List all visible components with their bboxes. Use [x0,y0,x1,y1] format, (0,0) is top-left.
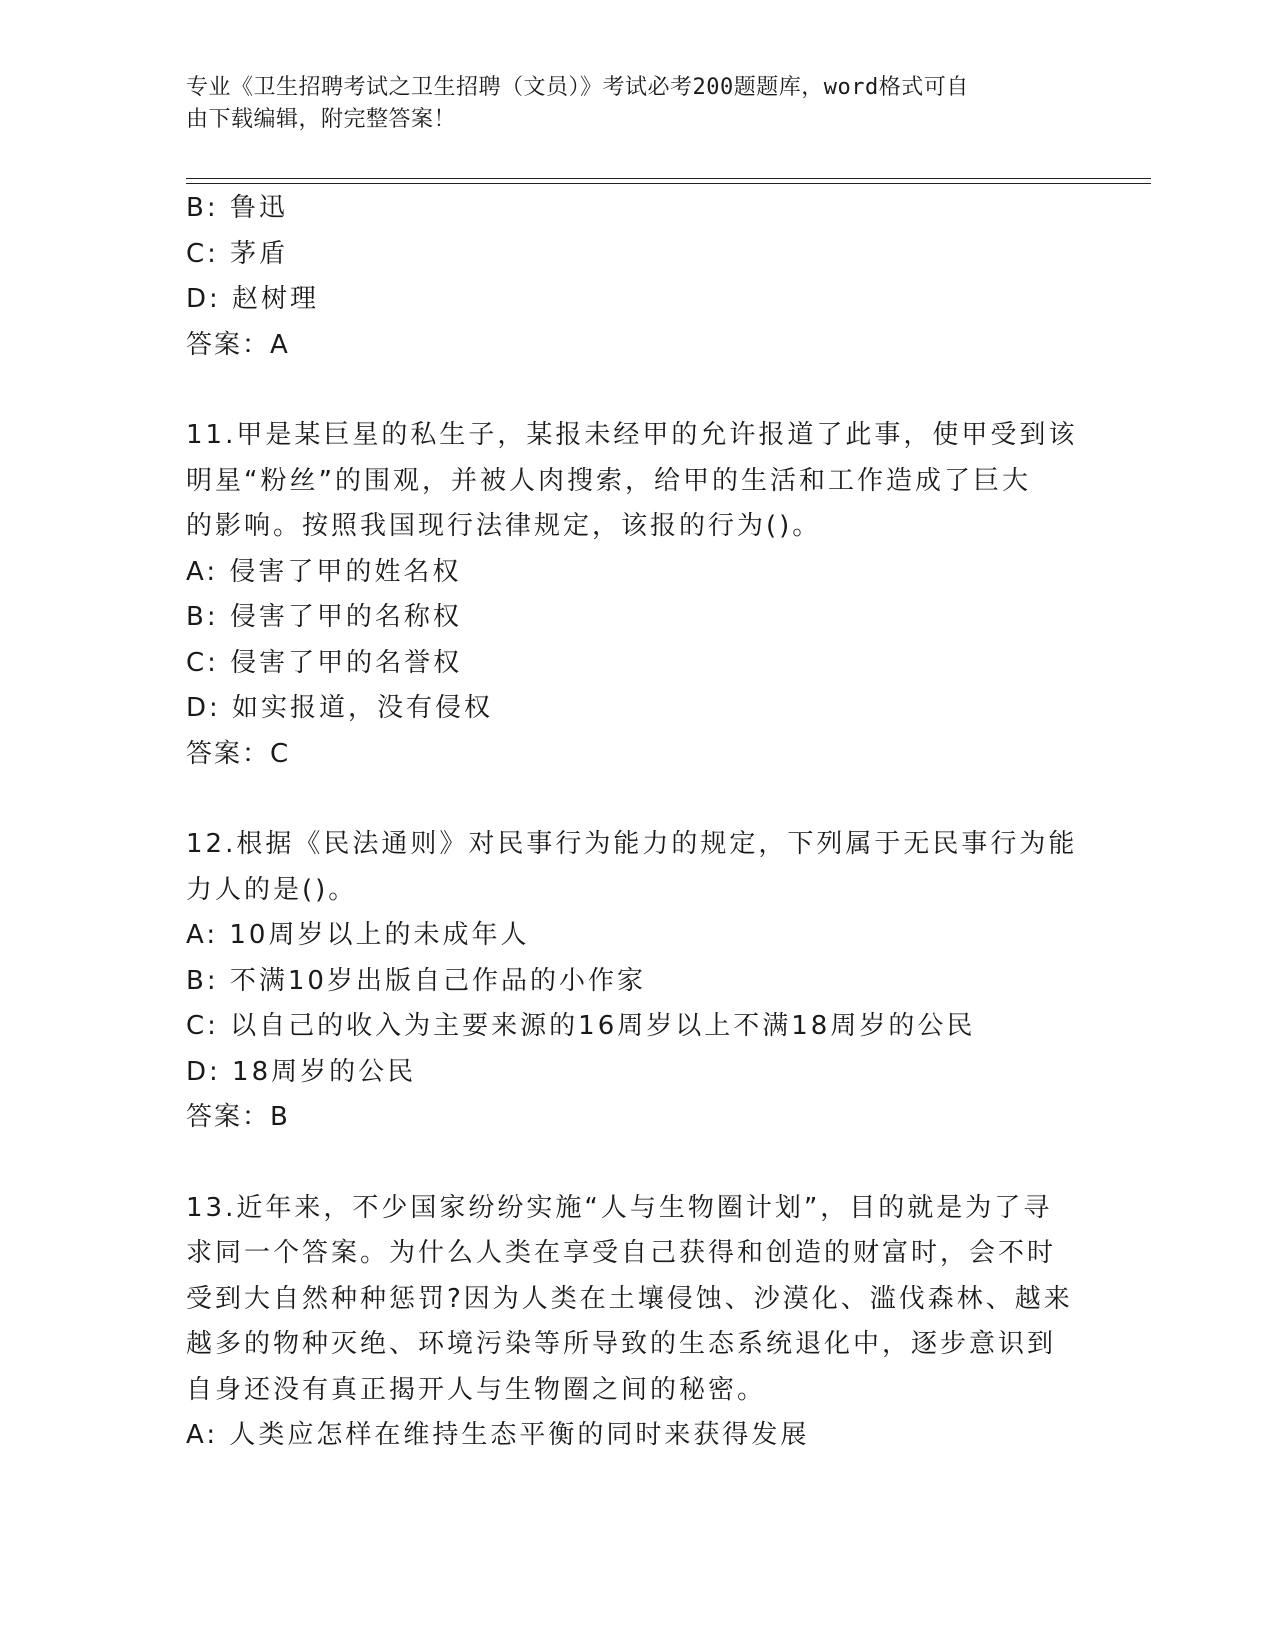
option-a: A: 10周岁以上的未成年人 [186,920,530,950]
question-12 [186,822,1086,1141]
option-d: D: 赵树理 [186,284,320,314]
option-d: D: 如实报道，没有侵权 [186,693,494,723]
option-a: A: 侵害了甲的姓名权 [186,556,462,587]
option-b: B: 不满10岁出版自己作品的小作家 [186,965,646,996]
answer: 答案：A [186,329,290,360]
answer: 答案：C [186,738,291,769]
option-b: B: 侵害了甲的名称权 [186,602,462,632]
option-b: B: 鲁迅 [186,193,288,223]
header-divider-bottom [186,183,1151,184]
question-stem-line: 受到大自然种种惩罚?因为人类在土壤侵蚀、沙漠化、滥伐森林、越来 [186,1283,1073,1314]
option-c: C: 茅盾 [186,238,289,269]
question-stem-line: 自身还没有真正揭开人与生物圈之间的秘密。 [186,1374,767,1405]
option-c: C: 侵害了甲的名誉权 [186,647,463,678]
option-a: A: 人类应怎样在维持生态平衡的同时来获得发展 [186,1420,810,1450]
question-stem-line: 13.近年来，不少国家纷纷实施“人与生物圈计划”，目的就是为了寻 [186,1192,1053,1223]
option-d: D: 18周岁的公民 [186,1056,417,1087]
option-c: C: 以自己的收入为主要来源的16周岁以上不满18周岁的公民 [186,1011,976,1041]
question-stem-line: 力人的是()。 [186,874,358,905]
question-stem-line: 11.甲是某巨星的私生子，某报未经甲的允许报道了此事，使甲受到该 [186,420,1078,450]
question-13 [186,1186,1086,1459]
header-line-1: 专业《卫生招聘考试之卫生招聘（文员）》考试必考200题题库，word格式可自 [186,75,969,100]
question-stem-line: 的影响。按照我国现行法律规定，该报的行为()。 [186,511,822,541]
answer: 答案：B [186,1102,290,1132]
document-header [186,72,1066,136]
prev-question [186,186,1086,368]
question-stem-line: 明星“粉丝”的围观，并被人肉搜索，给甲的生活和工作造成了巨大 [186,465,1031,496]
question-content [186,186,1086,1459]
header-divider-top [186,178,1151,179]
question-stem-line: 越多的物种灭绝、环境污染等所导致的生态系统退化中，逐步意识到 [186,1329,1057,1359]
question-stem-line: 12.根据《民法通则》对民事行为能力的规定，下列属于无民事行为能 [186,829,1078,859]
question-stem-line: 求同一个答案。为什么人类在享受自己获得和创造的财富时，会不时 [186,1238,1057,1268]
header-line-2: 由下载编辑，附完整答案！ [186,107,457,132]
question-11 [186,413,1086,777]
